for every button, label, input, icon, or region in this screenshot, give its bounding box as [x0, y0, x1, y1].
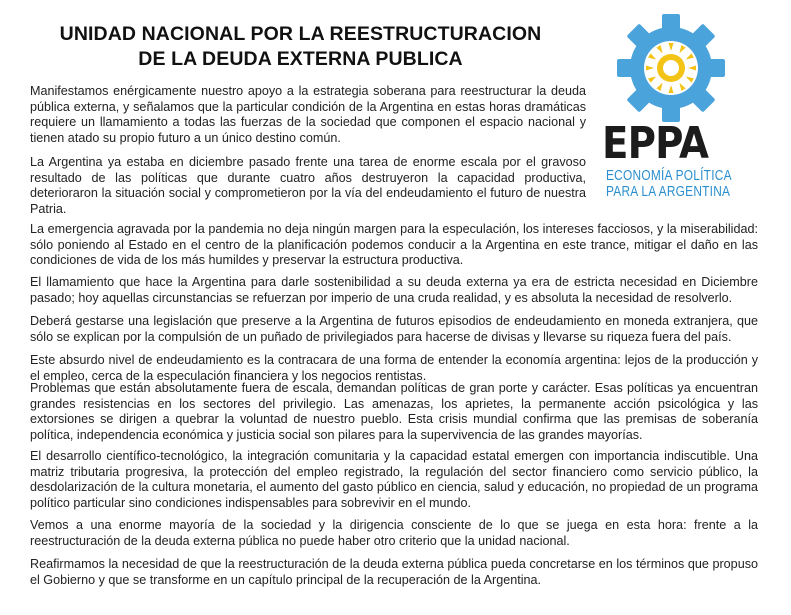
title-line-2: DE LA DEUDA EXTERNA PUBLICA — [138, 48, 463, 70]
eppa-logo — [598, 14, 748, 200]
gear-sun-icon — [617, 14, 725, 122]
paragraph-8: El desarrollo científico-tecnológico, la integración comunitaria y la capacidad estatal emergen con importancia indiscutible. Una matriz tributaria progresiva, la protección del empleo registrado, la regulación del sector financiero como servicio público, la desdolarización de la cultura monetaria, el aumento del gasto público en ciencia, salud y educación, no propiedad de un programa político particular sino condiciones indispensables para sobrevivir en el mundo. — [30, 449, 758, 511]
paragraph-7: Problemas que están absolutamente fuera de escala, demandan políticas de gran porte y carácter. Esas políticas ya encuentran grandes resistencias en los sectores del privilegio. Las amenazas, los aprietes, la permanente acción psicológica y las extorsiones se dirigen a quebrar la voluntad de nuestro pueblo. Esta crisis mundial confirma que las premisas de soberanía política, independencia económica y justicia social son pilares para la supervivencia de las grandes mayorías. — [30, 381, 758, 443]
paragraph-3: La emergencia agravada por la pandemia no deja ningún margen para la especulación, los intereses facciosos, y la miserabilidad: sólo poniendo al Estado en el centro de la planificación podemos conducir a la Argentina en este trance, mitigar el daño en las condiciones de vida de los más humildes y preservar la estructura productiva. — [30, 222, 758, 268]
logo-acronym: EPPA — [602, 118, 709, 169]
paragraph-10: Reafirmamos la necesidad de que la reestructuración de la deuda externa pública pueda concretarse en los términos que propuso el Gobierno y que se transforme en un capítulo principal de la recuperación de la Argentina. — [30, 557, 758, 587]
paragraph-5: Deberá gestarse una legislación que preserve a la Argentina de futuros episodios de endeudamiento en moneda extranjera, que sólo se explican por la compulsión de un puñado de privilegiados para hacerse de divisas y llevarse su riqueza fuera del país. — [30, 314, 758, 344]
logo-subtitle-line-2: PARA LA ARGENTINA — [606, 184, 731, 200]
paragraph-2: La Argentina ya estaba en diciembre pasado frente una tarea de enorme escala por el gravoso resultado de las políticas que durante cuatro años destruyeron la capacidad productiva, deterioraron la situación social y comprometieron por la vía del endeudamiento el futuro de nuestra Patria. — [30, 155, 586, 217]
title-line-1: UNIDAD NACIONAL POR LA REESTRUCTURACION — [59, 23, 542, 45]
document-title — [28, 22, 573, 72]
paragraph-1: Manifestamos enérgicamente nuestro apoyo a la estrategia soberana para reestructurar la deuda pública externa, y señalamos que la particular condición de la Argentina en estas horas dramáticas requiere un llamamiento a todas las fuerzas de la sociedad que componen el espacio nacional y tienen atado su propio futuro a un único destino común. — [30, 84, 586, 146]
logo-subtitle-line-1: ECONOMÍA POLÍTICA — [606, 168, 732, 184]
paragraph-4: El llamamiento que hace la Argentina para darle sostenibilidad a su deuda externa ya era de estricta necesidad en Diciembre pasado; hoy aquellas circunstancias se refuerzan por imperio de una cruda realidad, y es absoluta la necesidad de resolverlo. — [30, 275, 758, 305]
paragraph-6: Este absurdo nivel de endeudamiento es la contracara de una forma de entender la economía argentina: lejos de la producción y el empleo, cerca de la especulación financiera y los negocios rentistas. — [30, 353, 758, 383]
paragraph-9: Vemos a una enorme mayoría de la sociedad y la dirigencia consciente de lo que se juega en esta hora: frente a la reestructuración de la deuda externa pública no puede haber otro criterio que la unidad nacional. — [30, 518, 758, 548]
